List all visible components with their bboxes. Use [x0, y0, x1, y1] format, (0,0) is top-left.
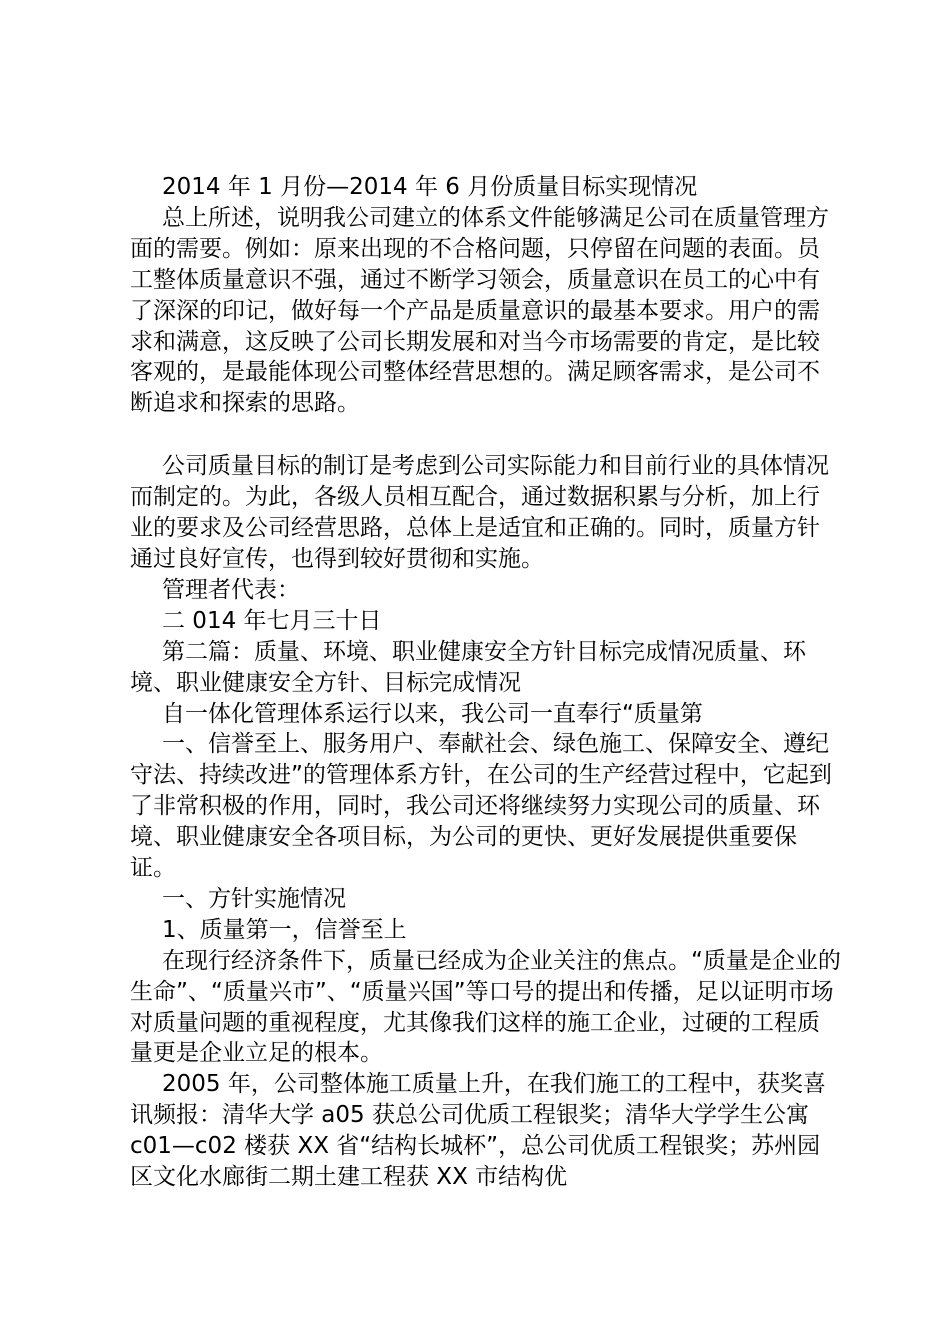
- paragraph-quality-objectives: 公司质量目标的制订是考虑到公司实际能力和目前行业的具体情况而制定的。为此，各级人员相互配合，通过数据积累与分析，加上行业的要求及公司经营思路，总体上是适宜和正确的。同时，质量方针通过良好宣传，也得到较好贯彻和实施。: [130, 453, 829, 572]
- paragraph-system-intro: 自一体化管理体系运行以来，我公司一直奉行“质量第: [162, 700, 703, 727]
- subsection-heading-quality-first: 1、质量第一，信誉至上: [162, 916, 407, 943]
- blank-line: [130, 419, 842, 451]
- paragraph-summary: 总上所述，说明我公司建立的体系文件能够满足公司在质量管理方面的需要。例如：原来出现的不合格问题，只停留在问题的表面。员工整体质量意识不强，通过不断学习领会，质量意识在员工的心中有了深深的印记，做好每一个产品是质量意识的最基本要求。用户的需求和满意，这反映了公司长期发展和对当今市场需要的肯定，是比较客观的，是最能体现公司整体经营思想的。满足顾客需求，是公司不断追求和探索的思路。: [130, 204, 829, 417]
- signature-date: 二 014 年七月三十日: [162, 607, 382, 634]
- document-heading: 2014 年 1 月份—2014 年 6 月份质量目标实现情况: [162, 174, 698, 200]
- paragraph-awards-2005: 2005 年，公司整体施工质量上升，在我们施工的工程中，获奖喜讯频报：清华大学 a05 获总公司优质工程银奖；清华大学学生公寓 c01—c02 楼获 XX 省“结构长城杯”，总公司优质工程银奖；苏州园区文化水廊街二期土建工程获 XX 市结构优: [130, 1071, 826, 1191]
- section-title-part-two: 第二篇：质量、环境、职业健康安全方针目标完成情况质量、环境、职业健康安全方针、目标完成情况: [130, 638, 806, 696]
- paragraph-policy-content: 一、信誉至上、服务用户、奉献社会、绿色施工、保障安全、遵纪守法、持续改进”的管理体系方针，在公司的生产经营过程中，它起到了非常积极的作用，同时，我公司还将继续努力实现公司的质量、环境、职业健康安全各项目标，为公司的更快、更好发展提供重要保证。: [130, 731, 832, 882]
- document-body: [130, 172, 842, 1193]
- paragraph-quality-focus: 在现行经济条件下，质量已经成为企业关注的焦点。“质量是企业的生命”、“质量兴市”、“质量兴国”等口号的提出和传播，足以证明市场对质量问题的重视程度，尤其像我们这样的施工企业，过硬的工程质量更是企业立足的根本。: [130, 947, 841, 1067]
- section-heading-policy-implementation: 一、方针实施情况: [162, 885, 346, 912]
- signature-label: 管理者代表：: [162, 576, 300, 603]
